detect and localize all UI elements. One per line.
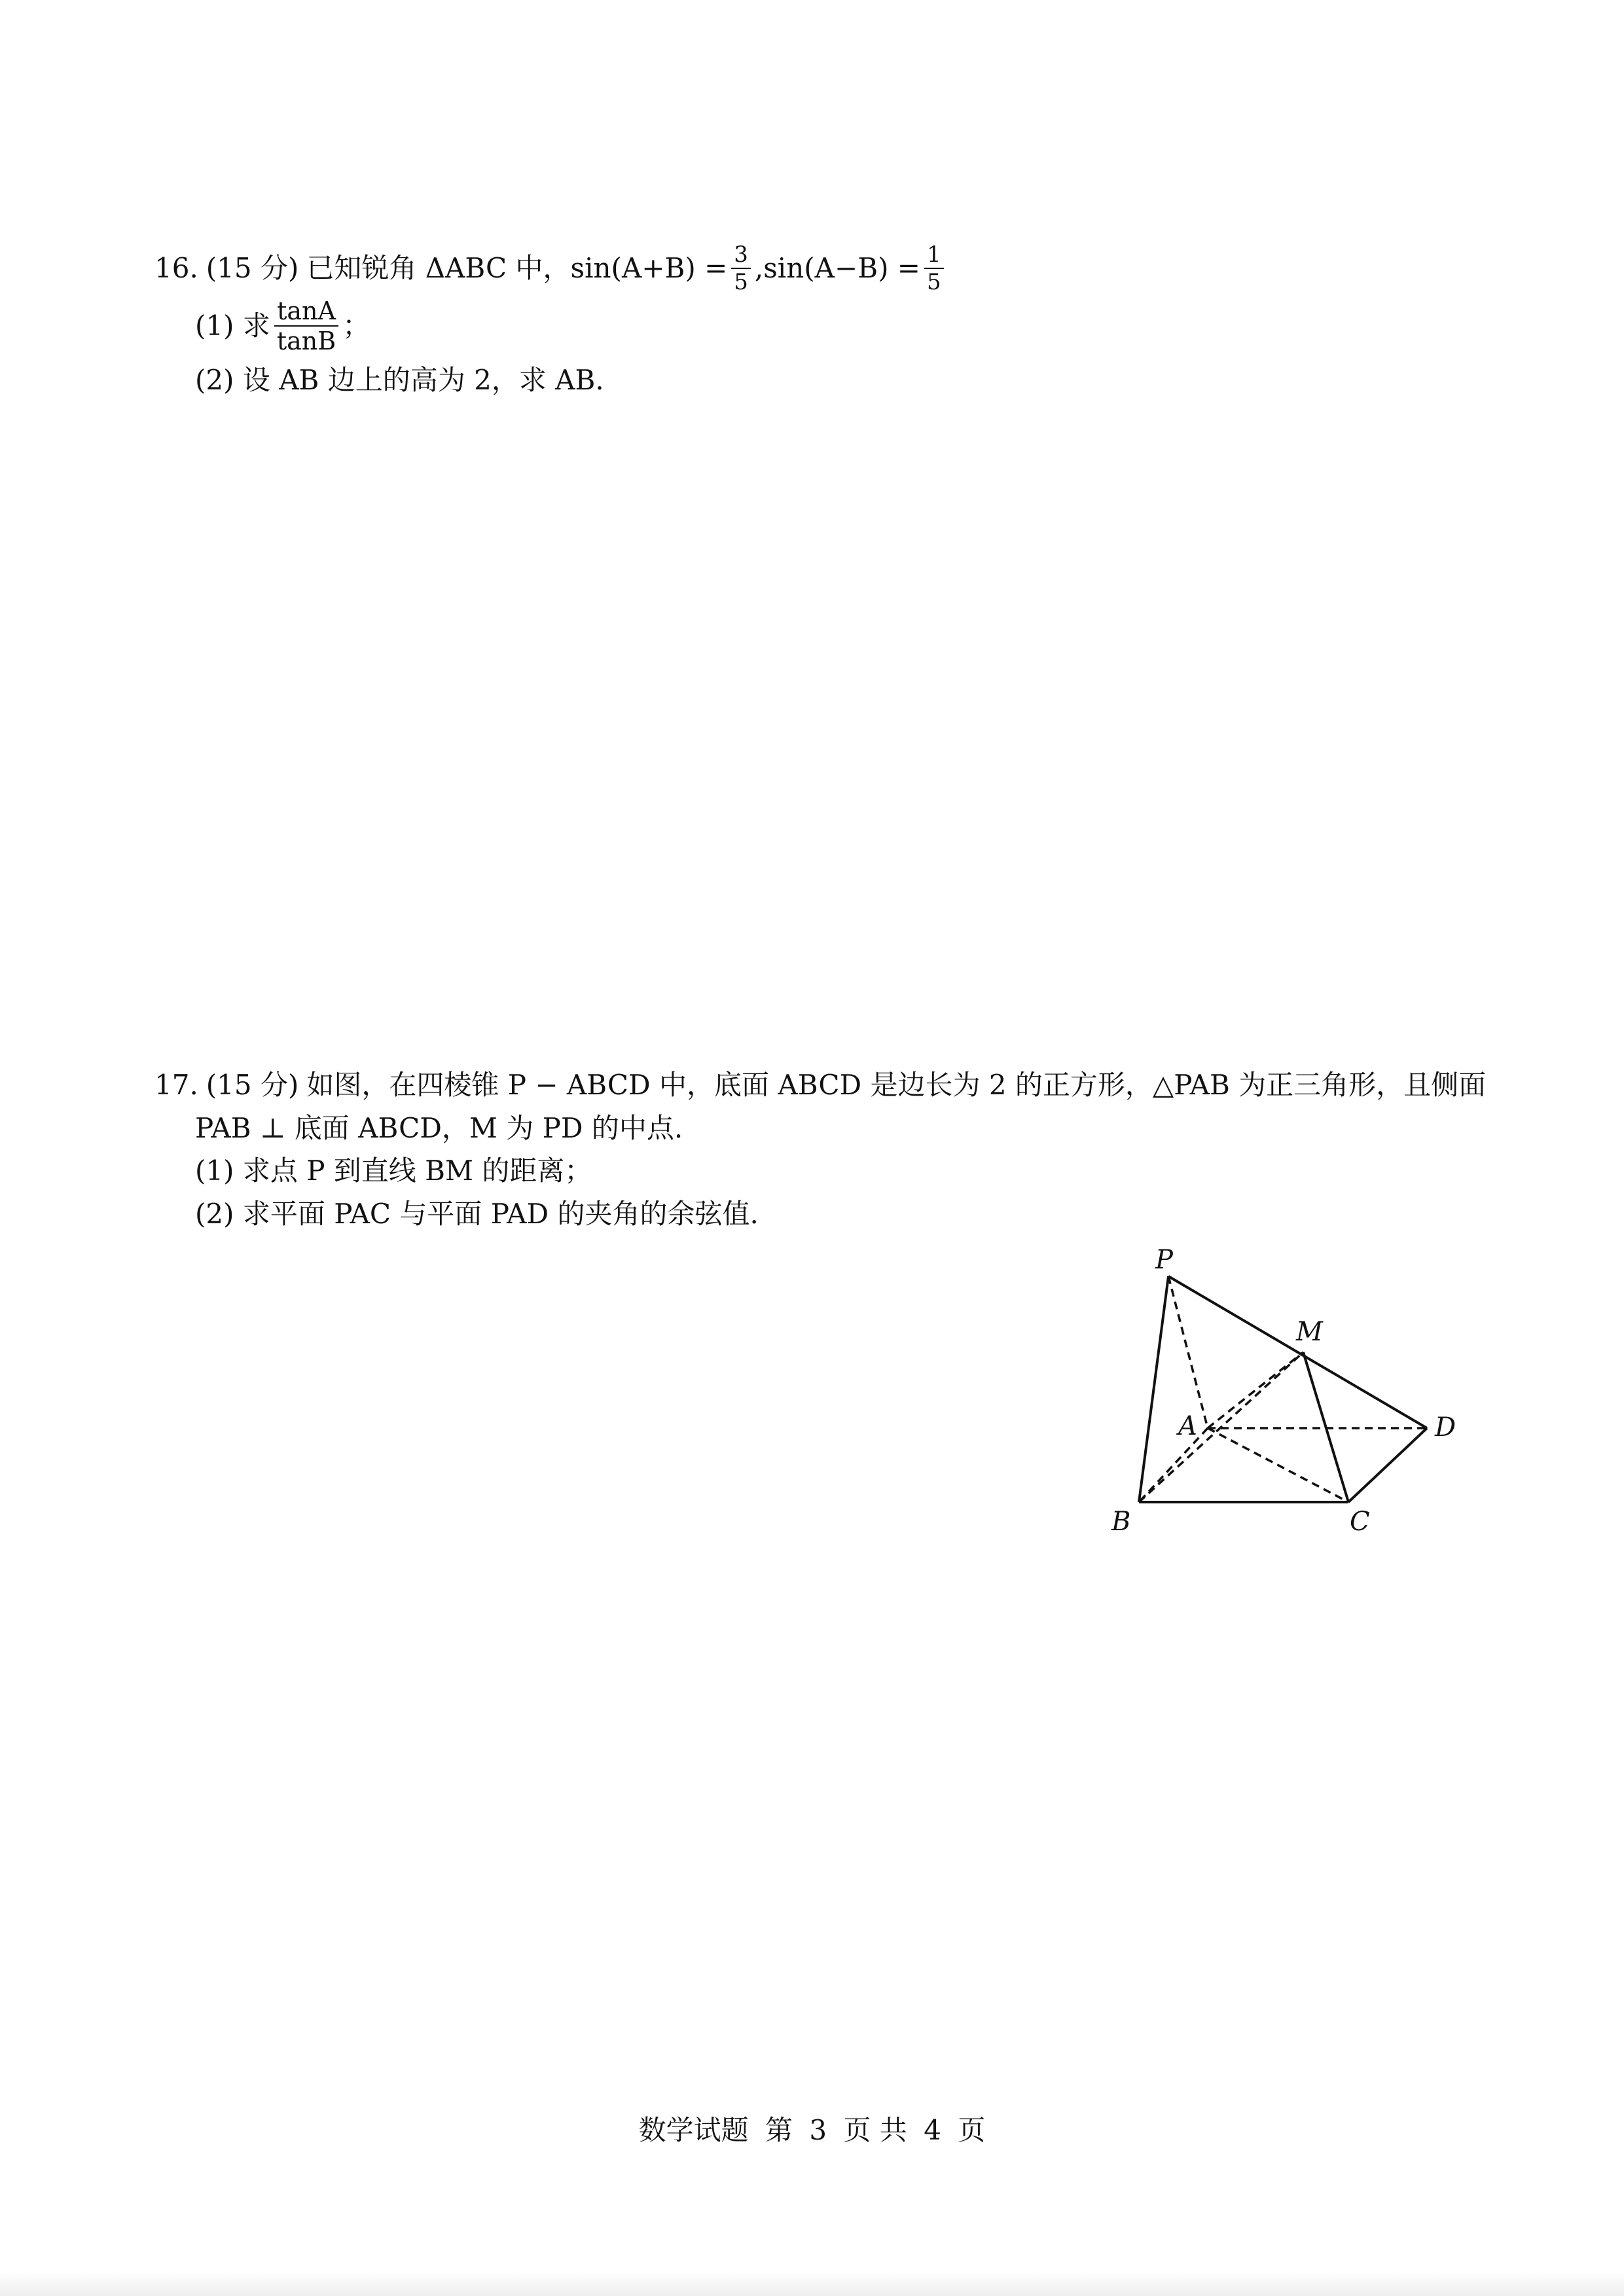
footer-page-suffix: 页 xyxy=(958,2114,986,2146)
edge-AC-dashed xyxy=(1208,1428,1348,1502)
q16-part2 xyxy=(195,364,604,396)
page-footer xyxy=(0,2109,1624,2148)
edge-PA-dashed xyxy=(1168,1276,1208,1428)
label-C: C xyxy=(1350,1507,1370,1537)
footer-subject: 数学试题 xyxy=(638,2114,749,2146)
q16-stem xyxy=(154,243,948,293)
q16-frac1-numerator: 3 xyxy=(731,243,751,269)
scan-edge-shadow xyxy=(0,2271,1624,2296)
footer-page-number: 3 xyxy=(809,2114,827,2146)
q17-stem-line1-text: 如图，在四棱锥 P − ABCD 中，底面 ABCD 是边长为 2 的正方形，△PAB 为正三角形，且侧面 xyxy=(306,1069,1487,1101)
label-M: M xyxy=(1296,1317,1323,1347)
footer-page-total: 4 xyxy=(924,2114,941,2146)
q16-part1-denominator: tanB xyxy=(276,327,336,355)
q16-frac2-numerator: 1 xyxy=(924,243,944,269)
q16-frac2-denominator: 5 xyxy=(927,269,941,295)
q17-stem-line1 xyxy=(154,1071,1486,1099)
label-D: D xyxy=(1435,1412,1456,1443)
q16-score: (15 分) xyxy=(206,252,299,284)
q17-score: (15 分) xyxy=(206,1069,299,1101)
segment-AM-dashed xyxy=(1208,1352,1303,1428)
q16-stem-middle: ,sin(A−B) = xyxy=(754,252,920,284)
q16-part1-numerator: tanA xyxy=(274,298,338,327)
q16-frac1-denominator: 5 xyxy=(734,269,748,295)
pyramid-figure xyxy=(1093,1237,1519,1551)
q17-stem-line2-text: PAB ⊥ 底面 ABCD，M 为 PD 的中点. xyxy=(195,1112,683,1144)
label-B: B xyxy=(1111,1507,1131,1537)
edge-PD xyxy=(1168,1276,1427,1428)
q17-part1 xyxy=(195,1157,592,1185)
q16-part1-suffix: ； xyxy=(342,310,370,342)
label-A: A xyxy=(1178,1411,1197,1441)
q16-number: 16. xyxy=(154,252,198,284)
q17-part1-text: (1) 求点 P 到直线 BM 的距离； xyxy=(195,1155,592,1187)
q16-stem-prefix: 已知锐角 ΔABC 中，sin(A+B) = xyxy=(306,252,728,284)
edge-AB-dashed xyxy=(1139,1428,1208,1502)
q17-part2-text: (2) 求平面 PAC 与平面 PAD 的夹角的余弦值. xyxy=(195,1198,759,1230)
q16-part1-prefix: (1) 求 xyxy=(195,310,270,342)
q17-part2 xyxy=(195,1200,759,1228)
q16-part2-text: (2) 设 AB 边上的高为 2，求 AB. xyxy=(195,364,604,396)
edge-CD xyxy=(1348,1428,1427,1502)
q16-fraction-1-5 xyxy=(924,243,944,293)
footer-page-mid: 页 共 xyxy=(843,2114,907,2146)
footer-page-prefix: 第 xyxy=(765,2114,793,2146)
q16-part1 xyxy=(195,298,370,353)
edge-PB xyxy=(1139,1276,1168,1502)
q16-fraction-3-5 xyxy=(731,243,751,293)
q16-part1-fraction xyxy=(274,298,338,353)
q17-stem-line2 xyxy=(195,1112,683,1144)
label-P: P xyxy=(1155,1245,1173,1275)
q17-number: 17. xyxy=(154,1069,198,1101)
